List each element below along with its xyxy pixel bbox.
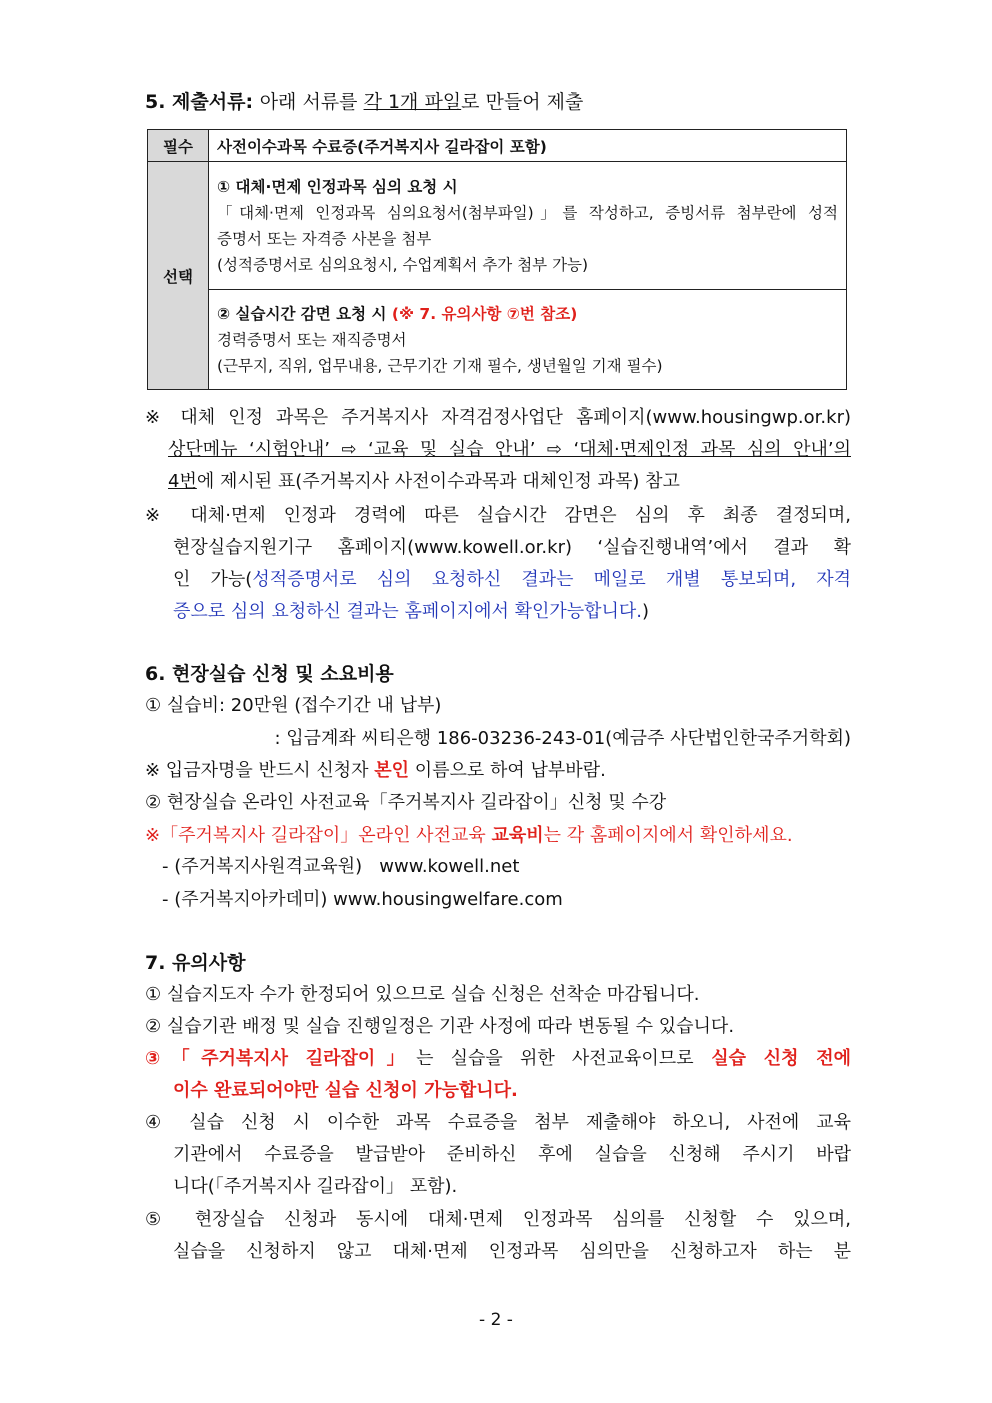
option1-title: ① 대체·면제 인정과목 심의 요청 시	[217, 177, 458, 196]
note1-line3-text: 에 제시된 표(주거복지사 사전이수과목과 대체인정 과목) 참고	[196, 471, 680, 492]
option2-title-note: (※ 7. 유의사항 ⑦번 참조)	[391, 304, 578, 323]
section5-heading-before: 아래 서류를	[259, 91, 358, 113]
section5-heading-label: 5. 제출서류:	[145, 91, 254, 113]
option1-cell	[209, 162, 847, 290]
section6-item2: ② 현장실습 온라인 사전교육「주거복지사 길라잡이」신청 및 수강	[145, 792, 667, 813]
note2-line4-blue: 증으로 심의 요청하신 결과는 홈페이지에서 확인가능합니다.	[173, 601, 643, 622]
section7-item5-line2: 실습을 신청하지 않고 대체·면제 인정과목 심의만을 신청하고자 하는 분	[173, 1241, 851, 1262]
section6-note1-end: 이름으로 하여 납부바람.	[414, 760, 606, 781]
section5-heading-underlined: 각 1개 파일	[363, 91, 462, 113]
note2-line1: ※ 대체·면제 인정과 경력에 따른 실습시간 감면은 심의 후 최종 결정되며,	[145, 505, 851, 526]
section7-item4-line1: ④ 실습 신청 시 이수한 과목 수료증을 첨부 제출해야 하오니, 사전에 교육	[145, 1112, 851, 1133]
section7-item3-line2: 이수 완료되어야만 실습 신청이 가능합니다.	[173, 1080, 518, 1101]
section7-heading: 7. 유의사항	[145, 952, 246, 974]
section6-link2[interactable]: - (주거복지아카데미) www.housingwelfare.com	[162, 889, 563, 910]
note1-line1: ※ 대체 인정 과목은 주거복지사 자격검정사업단 홈페이지(www.housingwp.or.kr)	[145, 407, 851, 428]
section6-note1-highlight: 본인	[374, 760, 410, 781]
section6-note2-end: 는 각 홈페이지에서 확인하세요.	[543, 825, 793, 846]
note2-line2: 현장실습지원기구 홈페이지(www.kowell.or.kr) ‘실습진행내역’에서 결과 확	[173, 537, 851, 558]
section6-note1	[145, 757, 851, 785]
section6-note2-highlight: 교육비	[491, 825, 544, 846]
section7-item5-line1: ⑤ 현장실습 신청과 동시에 대체·면제 인정과목 심의를 신청할 수 있으며,	[145, 1209, 851, 1230]
note1-line3-link: 4번	[168, 471, 197, 492]
section6-note1-start: ※ 입금자명을 반드시 신청자	[145, 760, 369, 781]
option2-line2: (근무지, 직위, 업무내용, 근무기간 기재 필수, 생년월일 기재 필수)	[217, 356, 663, 375]
note2-line4	[173, 598, 851, 626]
note1-line2: 상단메뉴 ‘시험안내’ ⇨ ‘교육 및 실습 안내’ ⇨ ‘대체·면제인정 과목 심의 안내’의	[168, 439, 851, 460]
section7-item1: ① 실습지도자 수가 한정되어 있으므로 실습 신청은 선착순 마감됩니다.	[145, 984, 700, 1005]
note2-line3-start: 인 가능(	[173, 569, 253, 590]
required-content: 사전이수과목 수료증(주거복지사 길라잡이 포함)	[209, 130, 847, 162]
section7-item3-middle: 는 실습을 위한 사전교육이므로	[416, 1048, 694, 1069]
note2-line3	[173, 566, 851, 594]
option2-line1: 경력증명서 또는 재직증명서	[217, 330, 407, 349]
section6-heading: 6. 현장실습 신청 및 소요비용	[145, 663, 394, 685]
section5-heading-after: 로 만들어 제출	[461, 91, 584, 113]
required-label: 필수	[148, 130, 209, 162]
section6-link1[interactable]: - (주거복지사원격교육원) www.kowell.net	[162, 856, 520, 877]
option1-line1: 「대체·면제 인정과목 심의요청서(첨부파일)」를 작성하고, 증빙서류 첨부란에 성적	[217, 203, 838, 222]
option2-title-text: ② 실습시간 감면 요청 시	[217, 304, 387, 323]
page-number: - 2 -	[479, 1310, 513, 1330]
section6-note2	[145, 822, 851, 850]
option1-line3: (성적증명서로 심의요청시, 수업계획서 추가 첨부 가능)	[217, 255, 589, 274]
note1-line3	[168, 468, 874, 496]
section7-item4-line3: 니다(「주거복지사 길라잡이」 포함).	[173, 1176, 458, 1197]
section5-heading	[145, 88, 583, 116]
section6-item1: ① 실습비: 20만원 (접수기간 내 납부)	[145, 695, 442, 716]
option1-line2: 증명서 또는 자격증 사본을 첨부	[217, 229, 432, 248]
section7-item3-red: 실습 신청 전에	[711, 1048, 851, 1069]
section6-note2-start: ※「주거복지사 길라잡이」온라인 사전교육	[145, 825, 486, 846]
note2-line4-end: )	[642, 601, 650, 622]
optional-label: 선택	[148, 162, 209, 390]
note2-line3-blue: 성적증명서로 심의 요청하신 결과는 메일로 개별 통보되며, 자격	[252, 569, 851, 590]
section6-account: : 입금계좌 씨티은행 186-03236-243-01(예금주 사단법인한국주거학회)	[274, 728, 851, 749]
section5-heading-text	[260, 91, 584, 113]
section7-item3-line1	[145, 1045, 851, 1073]
option2-title	[217, 301, 838, 327]
section7-item3-guide: ③「주거복지사 길라잡이」	[145, 1048, 417, 1069]
option2-cell	[209, 290, 847, 390]
section7-item4-line2: 기관에서 수료증을 발급받아 준비하신 후에 실습을 신청해 주시기 바랍	[173, 1144, 851, 1165]
documents-table	[147, 129, 847, 390]
section7-item2: ② 실습기관 배정 및 실습 진행일정은 기관 사정에 따라 변동될 수 있습니다.	[145, 1016, 735, 1037]
